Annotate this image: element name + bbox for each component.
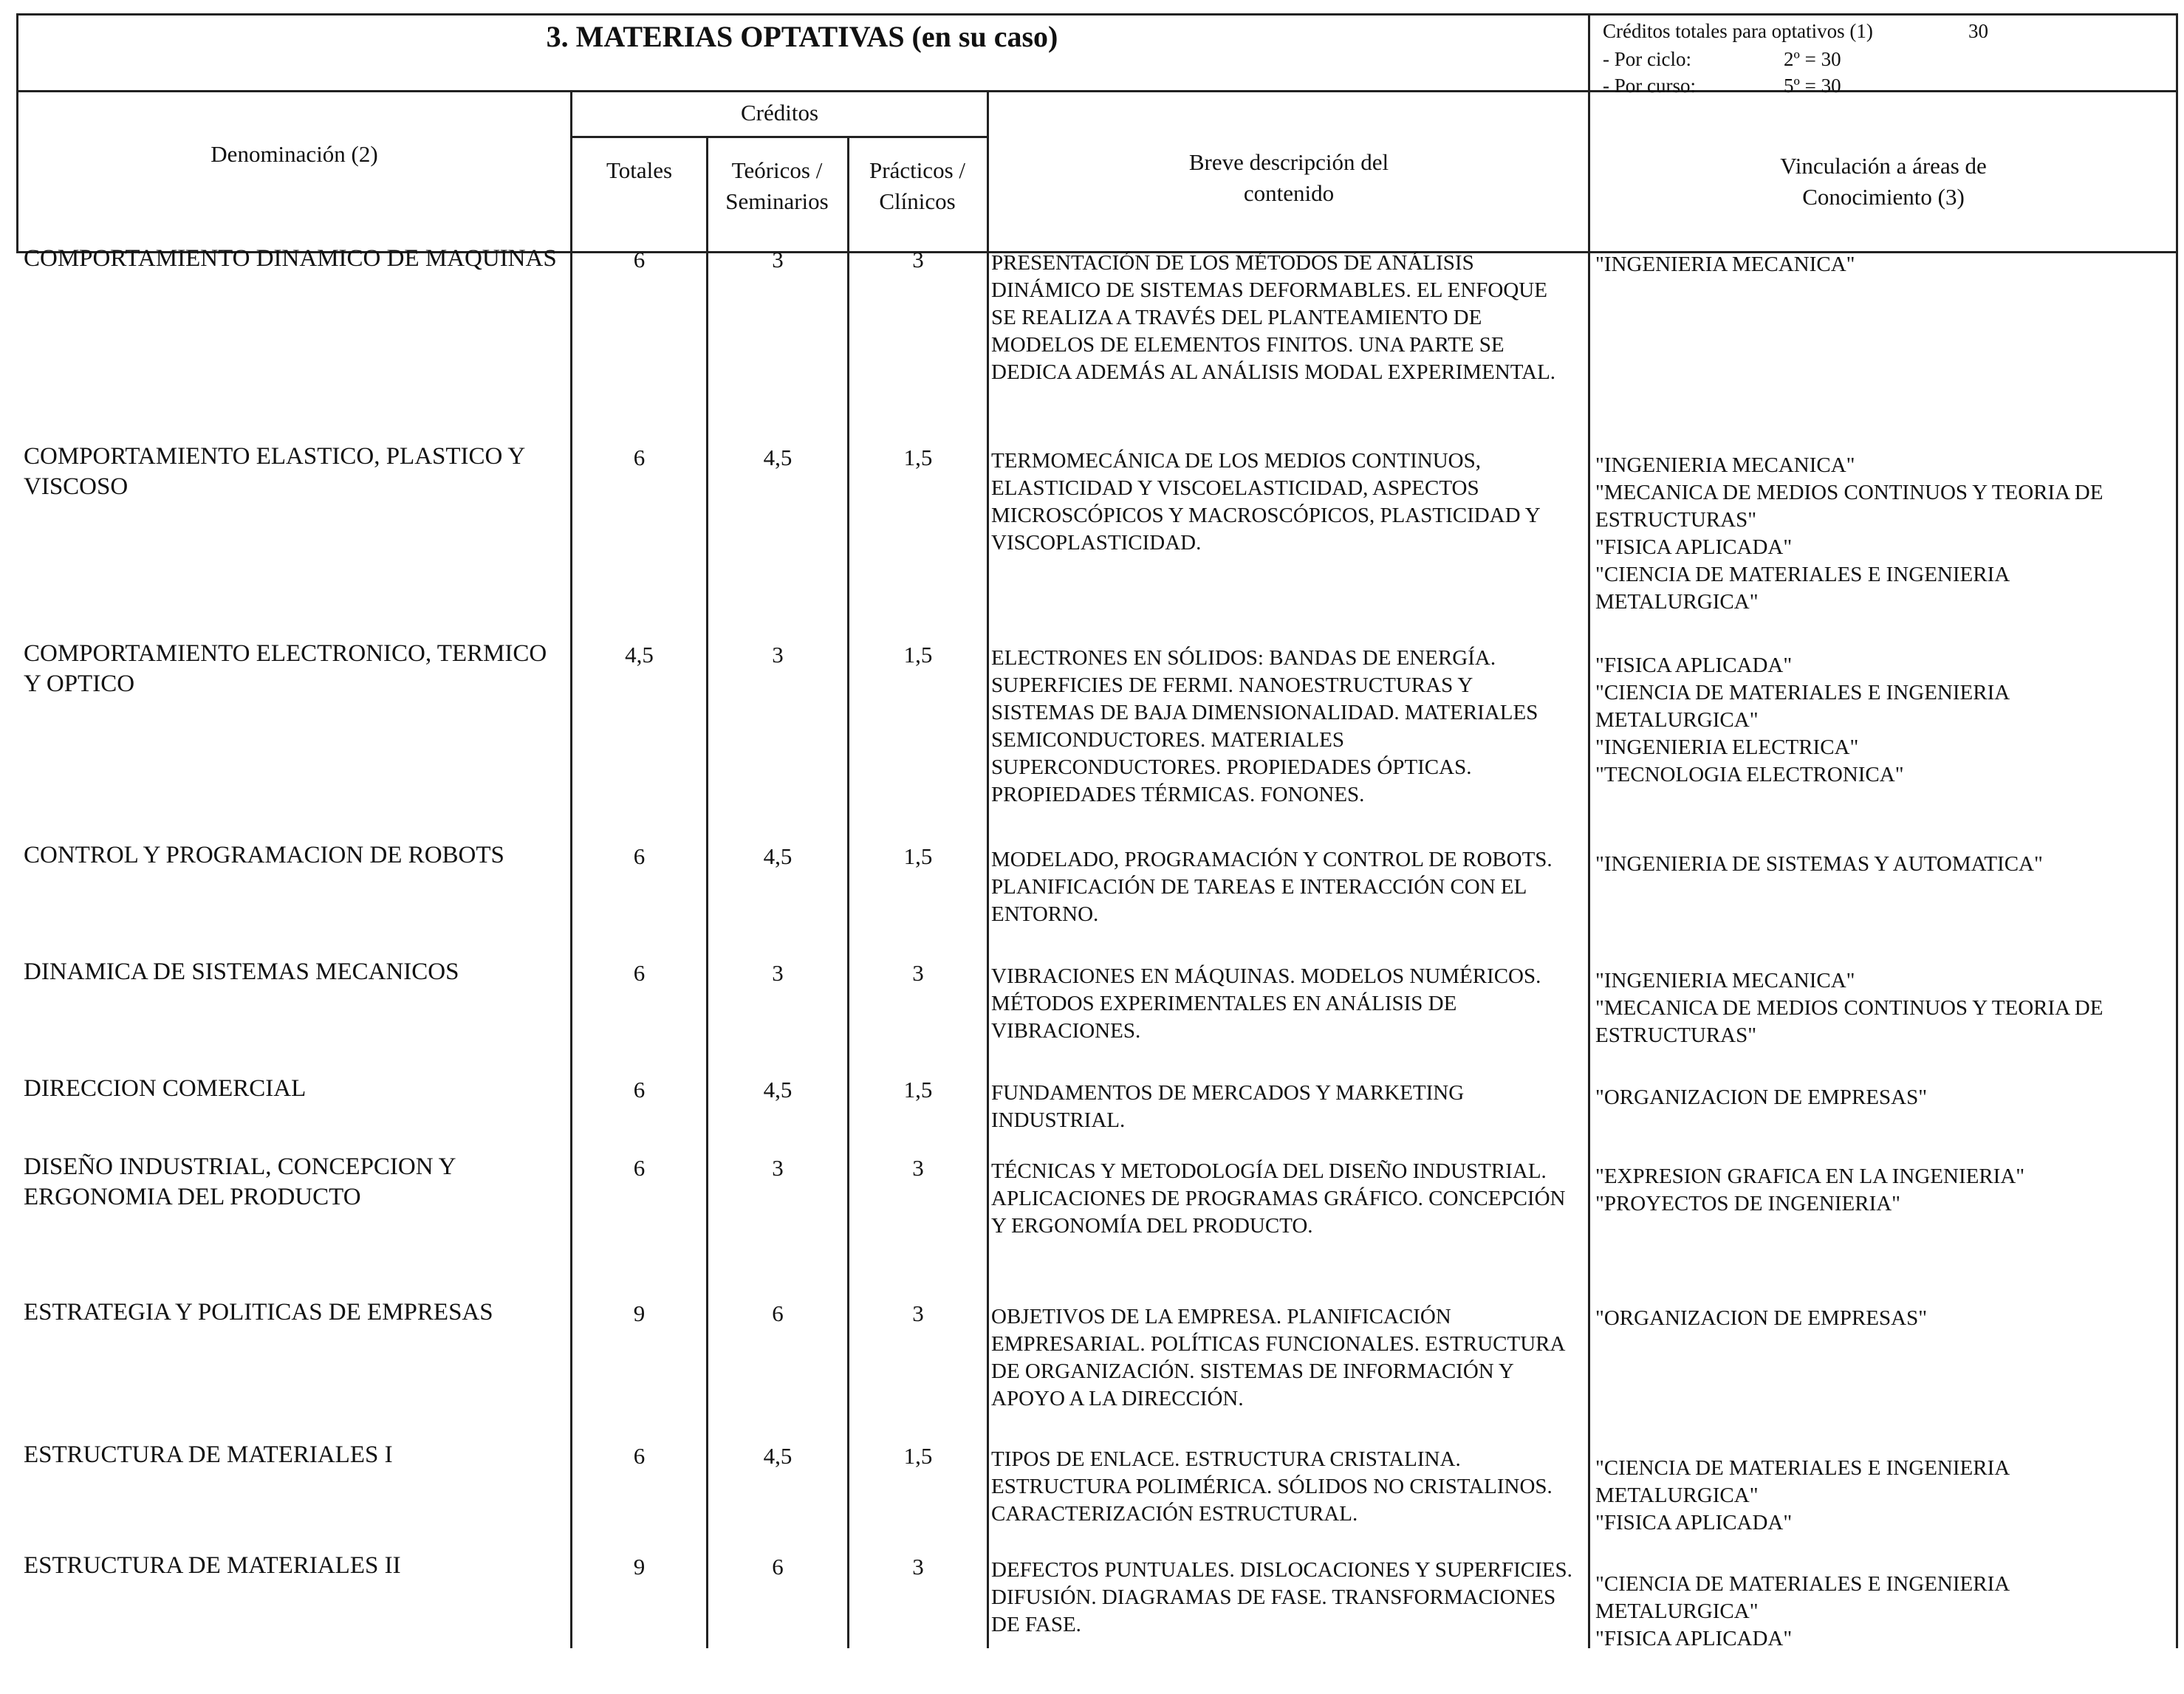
knowledge-area-line: "MECANICA DE MEDIOS CONTINUOS Y TEORIA DE	[1595, 996, 2103, 1020]
knowledge-areas	[1595, 967, 2179, 1049]
knowledge-areas	[1595, 1084, 2179, 1111]
credits-totales: 4,5	[625, 642, 654, 668]
subject-name: ESTRUCTURA DE MATERIALES I	[24, 1441, 393, 1468]
credits-totales: 6	[633, 960, 646, 986]
knowledge-areas	[1595, 1571, 2179, 1653]
content-description: FUNDAMENTOS DE MERCADOS Y MARKETING INDUSTRIAL.	[991, 1081, 1465, 1132]
knowledge-areas	[1595, 452, 2179, 616]
knowledge-area-line: "EXPRESION GRAFICA EN LA INGENIERIA"	[1595, 1165, 2025, 1188]
knowledge-area-line: "TECNOLOGIA ELECTRONICA"	[1595, 763, 1904, 786]
table-right-border	[2176, 13, 2178, 253]
header-descripcion: Breve descripción del contenido	[1188, 149, 1389, 206]
knowledge-area-line: METALURGICA"	[1595, 708, 1759, 732]
credits-teoricos: 3	[772, 642, 784, 668]
knowledge-area-line: ESTRUCTURAS"	[1595, 508, 1757, 532]
knowledge-area-line: "ORGANIZACION DE EMPRESAS"	[1595, 1086, 1928, 1109]
subject-name: DINAMICA DE SISTEMAS MECANICOS	[24, 959, 459, 985]
credits-teoricos: 4,5	[763, 1443, 793, 1469]
subject-name: CONTROL Y PROGRAMACION DE ROBOTS	[24, 842, 504, 868]
page-title: 3. MATERIAS OPTATIVAS (en su caso)	[546, 20, 1058, 53]
credits-teoricos: 6	[772, 1300, 784, 1326]
subject-name: ESTRUCTURA DE MATERIALES II	[24, 1552, 401, 1579]
knowledge-area-line: "PROYECTOS DE INGENIERIA"	[1595, 1192, 1901, 1215]
content-description: TERMOMECÁNICA DE LOS MEDIOS CONTINUOS, ELASTICIDAD Y VISCOELASTICIDAD, ASPECTOS MICROSCÓPICOS Y MACROSCÓPICOS, PLASTICIDAD Y VISCOPLASTICIDAD.	[991, 449, 1540, 555]
knowledge-area-line: "FISICA APLICADA"	[1595, 1627, 1793, 1650]
content-description: MODELADO, PROGRAMACIÓN Y CONTROL DE ROBOTS. PLANIFICACIÓN DE TAREAS E INTERACCIÓN CON EL ENTORNO.	[991, 848, 1553, 926]
credits-teoricos: 4,5	[763, 843, 793, 869]
title-divider	[1588, 13, 1590, 92]
subject-name: DIRECCION COMERCIAL	[24, 1075, 307, 1102]
credits-totales: 6	[633, 1077, 646, 1103]
content-description: TIPOS DE ENLACE. ESTRUCTURA CRISTALINA. ESTRUCTURA POLIMÉRICA. SÓLIDOS NO CRISTALINOS. CARACTERIZACIÓN ESTRUCTURAL.	[991, 1447, 1553, 1526]
credits-practicos: 1,5	[903, 1443, 933, 1469]
knowledge-area-line: "CIENCIA DE MATERIALES E INGENIERIA	[1595, 1456, 2010, 1480]
content-description: OBJETIVOS DE LA EMPRESA. PLANIFICACIÓN EMPRESARIAL. POLÍTICAS FUNCIONALES. ESTRUCTURA DE ORGANIZACIÓN. SISTEMAS DE INFORMACIÓN Y APOYO A LA DIRECCIÓN.	[991, 1305, 1564, 1410]
col-sep-5	[1588, 90, 1590, 1648]
credits-practicos: 1,5	[903, 1077, 933, 1103]
knowledge-area-line: "MECANICA DE MEDIOS CONTINUOS Y TEORIA DE	[1595, 481, 2103, 504]
content-description: ELECTRONES EN SÓLIDOS: BANDAS DE ENERGÍA. SUPERFICIES DE FERMI. NANOESTRUCTURAS Y SISTEMAS DE BAJA DIMENSIONALIDAD. MATERIALES SEMICONDUCTORES. MATERIALES SUPERCONDUCTORES. PROPIEDADES ÓPTICAS. PROPIEDADES TÉRMICAS. FONONES.	[991, 646, 1538, 806]
subject-name: COMPORTAMIENTO DINAMICO DE MAQUINAS	[24, 245, 557, 272]
content-description: DEFECTOS PUNTUALES. DISLOCACIONES Y SUPERFICIES. DIFUSIÓN. DIAGRAMAS DE FASE. TRANSFORMACIONES DE FASE.	[991, 1558, 1572, 1636]
header-practicos: Prácticos / Clínicos	[869, 157, 965, 214]
col-sep-4	[987, 90, 989, 1648]
knowledge-area-line: ESTRUCTURAS"	[1595, 1023, 1757, 1047]
col-sep-2	[706, 136, 708, 1648]
credits-practicos: 3	[912, 1300, 924, 1326]
credits-teoricos: 6	[772, 1554, 784, 1580]
knowledge-areas	[1595, 652, 2179, 789]
credits-practicos: 1,5	[903, 843, 933, 869]
header-vinculacion: Vinculación a áreas de Conocimiento (3)	[1780, 153, 1987, 210]
header-teoricos: Teóricos / Seminarios	[725, 157, 829, 214]
subject-name: COMPORTAMIENTO ELASTICO, PLASTICO Y VISCOSO	[24, 443, 525, 500]
subject-name: DISEÑO INDUSTRIAL, CONCEPCION Y ERGONOMIA DEL PRODUCTO	[24, 1153, 456, 1210]
credits-practicos: 1,5	[903, 642, 933, 668]
knowledge-area-line: "CIENCIA DE MATERIALES E INGENIERIA	[1595, 1572, 2010, 1596]
content-description: VIBRACIONES EN MÁQUINAS. MODELOS NUMÉRICOS. MÉTODOS EXPERIMENTALES EN ANÁLISIS DE VIBRACIONES.	[991, 964, 1541, 1043]
credits-practicos: 3	[912, 1554, 924, 1580]
credits-total-label: Créditos totales para optativos (1)	[1603, 20, 1873, 42]
knowledge-area-line: "CIENCIA DE MATERIALES E INGENIERIA	[1595, 681, 2010, 704]
knowledge-area-line: "INGENIERIA DE SISTEMAS Y AUTOMATICA"	[1595, 852, 2043, 876]
per-ciclo-label: - Por ciclo:	[1603, 48, 1691, 70]
title-bottom-border	[16, 90, 2178, 92]
header-denominacion: Denominación (2)	[210, 141, 378, 167]
credits-practicos: 3	[912, 960, 924, 986]
credits-practicos: 3	[912, 1155, 924, 1181]
knowledge-area-line: "FISICA APLICADA"	[1595, 535, 1793, 559]
subject-name: ESTRATEGIA Y POLITICAS DE EMPRESAS	[24, 1299, 493, 1326]
table-top-border	[16, 13, 2178, 16]
per-ciclo-value: 2º = 30	[1784, 48, 1841, 70]
credits-totales: 9	[633, 1554, 646, 1580]
credits-totales: 6	[633, 247, 646, 272]
credits-totales: 6	[633, 1155, 646, 1181]
credits-teoricos: 3	[772, 247, 784, 272]
knowledge-area-line: "INGENIERIA MECANICA"	[1595, 969, 1855, 992]
content-description: PRESENTACIÓN DE LOS MÉTODOS DE ANÁLISIS DINÁMICO DE SISTEMAS DEFORMABLES. EL ENFOQUE SE REALIZA A TRAVÉS DEL PLANTEAMIENTO DE MODELOS DE ELEMENTOS FINITOS. UNA PARTE SE DEDICA ADEMÁS AL ANÁLISIS MODAL EXPERIMENTAL.	[991, 251, 1556, 384]
credits-teoricos: 4,5	[763, 445, 793, 470]
creditos-underline	[570, 136, 989, 138]
subject-name: COMPORTAMIENTO ELECTRONICO, TERMICO Y OPTICO	[24, 640, 547, 697]
credits-practicos: 1,5	[903, 445, 933, 470]
credits-teoricos: 3	[772, 1155, 784, 1181]
credits-totales: 6	[633, 445, 646, 470]
knowledge-area-line: "CIENCIA DE MATERIALES E INGENIERIA	[1595, 563, 2010, 586]
knowledge-areas	[1595, 1163, 2179, 1218]
per-curso-value: 5º = 30	[1784, 75, 1841, 97]
knowledge-areas	[1595, 251, 2179, 278]
credits-totales: 6	[633, 843, 646, 869]
knowledge-area-line: "FISICA APLICADA"	[1595, 1511, 1793, 1534]
header-creditos: Créditos	[740, 100, 819, 126]
knowledge-area-line: METALURGICA"	[1595, 1599, 1759, 1623]
credits-totales: 6	[633, 1443, 646, 1469]
credits-totales: 9	[633, 1300, 646, 1326]
per-curso-label: - Por curso:	[1603, 75, 1696, 97]
credits-teoricos: 4,5	[763, 1077, 793, 1103]
credits-teoricos: 3	[772, 960, 784, 986]
col-sep-3	[847, 136, 849, 1648]
knowledge-area-line: "INGENIERIA ELECTRICA"	[1595, 735, 1859, 759]
header-totales: Totales	[606, 157, 673, 183]
knowledge-area-line: METALURGICA"	[1595, 1484, 1759, 1507]
knowledge-areas	[1595, 1455, 2179, 1537]
knowledge-area-line: "FISICA APLICADA"	[1595, 654, 1793, 677]
knowledge-area-line: "ORGANIZACION DE EMPRESAS"	[1595, 1306, 1928, 1330]
knowledge-areas	[1595, 1305, 2179, 1332]
knowledge-area-line: METALURGICA"	[1595, 590, 1759, 614]
credits-total-value: 30	[1968, 20, 1988, 42]
knowledge-area-line: "INGENIERIA MECANICA"	[1595, 453, 1855, 477]
credits-practicos: 3	[912, 247, 924, 272]
knowledge-areas	[1595, 851, 2179, 878]
knowledge-area-line: "INGENIERIA MECANICA"	[1595, 253, 1855, 276]
content-description: TÉCNICAS Y METODOLOGÍA DEL DISEÑO INDUSTRIAL. APLICACIONES DE PROGRAMAS GRÁFICO. CONCEPCIÓN Y ERGONOMÍA DEL PRODUCTO.	[991, 1159, 1566, 1238]
